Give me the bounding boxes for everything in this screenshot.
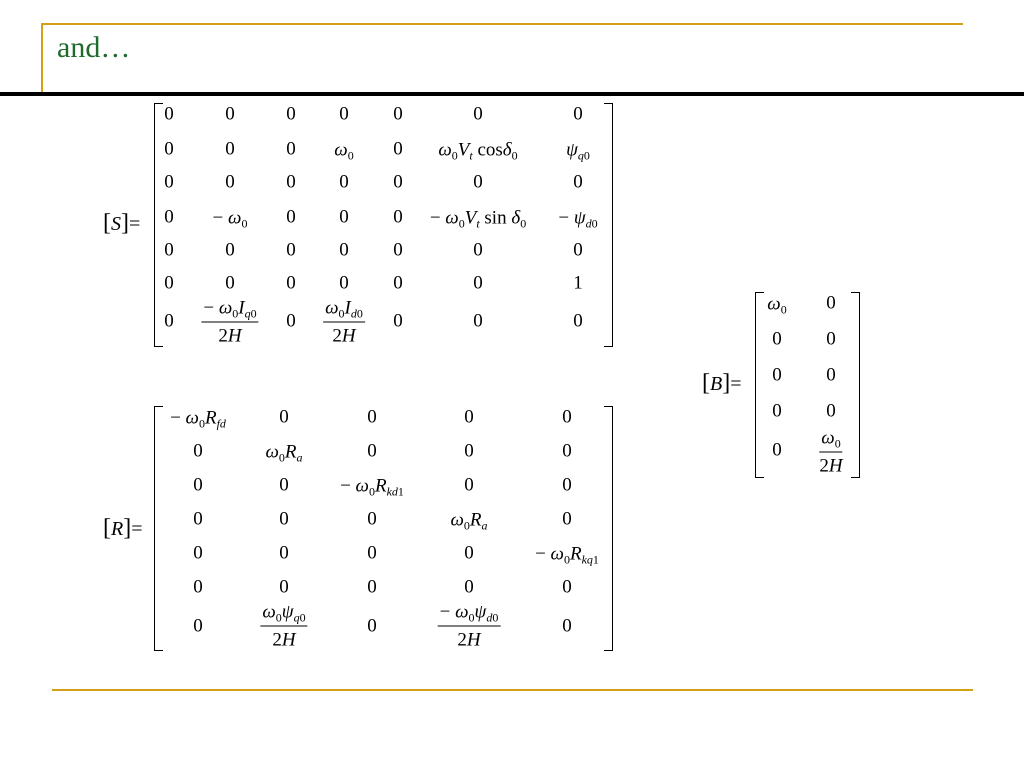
s-cell-4-3: 0 <box>339 239 349 261</box>
s-cell-4-4: 0 <box>393 239 403 261</box>
matrix-r-left-bracket <box>154 406 163 651</box>
s-cell-6-4: 0 <box>393 310 403 332</box>
matrix-s-right-bracket <box>604 103 613 347</box>
r-cell-6-3: $\frac{- \omega_0\psi_{d0}}{2H}$ <box>439 601 499 651</box>
r-cell-1-4: 0 <box>562 440 572 462</box>
s-cell-0-0: 0 <box>164 103 174 125</box>
s-cell-3-1: − $\omega_0$ <box>212 207 248 231</box>
s-cell-5-4: 0 <box>393 272 403 294</box>
s-cell-0-1: 0 <box>225 103 235 125</box>
r-cell-4-1: 0 <box>279 542 289 564</box>
matrix-r-lhs: [R]= <box>103 515 143 541</box>
s-cell-3-0: 0 <box>164 206 174 228</box>
matrix-r-equals: = <box>131 518 143 540</box>
s-cell-1-4: 0 <box>393 138 403 160</box>
matrix-b-left-bracket <box>755 292 764 478</box>
r-cell-0-1: 0 <box>279 406 289 428</box>
matrix-b-right-bracket <box>851 292 860 478</box>
r-cell-5-2: 0 <box>367 576 377 598</box>
r-cell-3-3: $\omega_0R_a$ <box>450 509 488 533</box>
s-cell-3-3: 0 <box>339 206 349 228</box>
r-cell-3-0: 0 <box>193 508 203 530</box>
footer-divider <box>52 689 973 691</box>
s-cell-4-5: 0 <box>473 239 483 261</box>
s-cell-2-0: 0 <box>164 171 174 193</box>
matrix-s-left-bracket <box>154 103 163 347</box>
r-cell-2-4: 0 <box>562 474 572 496</box>
r-cell-1-3: 0 <box>464 440 474 462</box>
r-cell-3-4: 0 <box>562 508 572 530</box>
slide-title: and… <box>57 31 131 64</box>
matrix-r-label: R <box>111 518 124 540</box>
s-cell-3-2: 0 <box>286 206 296 228</box>
b-cell-0-1: 0 <box>826 292 836 314</box>
s-cell-2-3: 0 <box>339 171 349 193</box>
top-accent-line <box>41 23 963 25</box>
s-cell-2-4: 0 <box>393 171 403 193</box>
s-cell-3-4: 0 <box>393 206 403 228</box>
s-cell-0-5: 0 <box>473 103 483 125</box>
s-cell-1-6: $\psi_{q0}$ <box>566 139 590 163</box>
s-cell-6-5: 0 <box>473 310 483 332</box>
r-cell-0-4: 0 <box>562 406 572 428</box>
s-cell-1-5: $\omega_0V_t$ cosδ$_0$ <box>438 139 518 163</box>
s-cell-6-1: $\frac{- \omega_0I_{q0}}{2H}$ <box>203 297 257 347</box>
s-cell-5-1: 0 <box>225 272 235 294</box>
b-cell-4-0: 0 <box>772 439 782 461</box>
s-cell-1-2: 0 <box>286 138 296 160</box>
s-cell-5-6: 1 <box>573 272 583 294</box>
r-cell-5-3: 0 <box>464 576 474 598</box>
r-cell-4-4: − $\omega_0R_{kq1}$ <box>535 543 599 567</box>
s-cell-6-2: 0 <box>286 310 296 332</box>
matrix-s-label: S <box>111 213 121 235</box>
matrix-s-lhs: [S]= <box>103 210 141 236</box>
title-accent-bar <box>41 23 43 93</box>
s-cell-4-0: 0 <box>164 239 174 261</box>
r-cell-5-4: 0 <box>562 576 572 598</box>
s-cell-2-1: 0 <box>225 171 235 193</box>
b-cell-1-0: 0 <box>772 328 782 350</box>
s-cell-0-6: 0 <box>573 103 583 125</box>
r-cell-5-1: 0 <box>279 576 289 598</box>
s-cell-3-5: − $\omega_0V_t$ $\sin \delta_0$ <box>429 207 527 231</box>
s-cell-6-6: 0 <box>573 310 583 332</box>
s-cell-4-6: 0 <box>573 239 583 261</box>
r-cell-1-0: 0 <box>193 440 203 462</box>
b-cell-3-0: 0 <box>772 400 782 422</box>
matrix-b-label: B <box>710 373 723 395</box>
s-cell-1-0: 0 <box>164 138 174 160</box>
s-cell-5-2: 0 <box>286 272 296 294</box>
b-cell-2-0: 0 <box>772 364 782 386</box>
s-cell-2-2: 0 <box>286 171 296 193</box>
matrix-s-equals: = <box>129 213 141 235</box>
title-divider <box>0 92 1024 96</box>
s-cell-6-3: $\frac{\omega_0I_{d0}}{2H}$ <box>325 297 363 347</box>
s-cell-1-3: $\omega_0$ <box>334 139 354 163</box>
r-cell-3-1: 0 <box>279 508 289 530</box>
r-cell-4-0: 0 <box>193 542 203 564</box>
r-cell-2-1: 0 <box>279 474 289 496</box>
r-cell-0-0: − $\omega_0R_{fd}$ <box>170 407 226 431</box>
r-cell-6-4: 0 <box>562 615 572 637</box>
b-cell-3-1: 0 <box>826 400 836 422</box>
s-cell-4-2: 0 <box>286 239 296 261</box>
matrix-b-lhs: [B]= <box>702 370 742 396</box>
s-cell-0-2: 0 <box>286 103 296 125</box>
r-cell-1-2: 0 <box>367 440 377 462</box>
b-cell-1-1: 0 <box>826 328 836 350</box>
r-cell-6-0: 0 <box>193 615 203 637</box>
matrix-b-equals: = <box>730 373 742 395</box>
b-cell-4-1: $\frac{\omega_0}{2H}$ <box>819 427 843 477</box>
s-cell-5-3: 0 <box>339 272 349 294</box>
s-cell-4-1: 0 <box>225 239 235 261</box>
r-cell-0-3: 0 <box>464 406 474 428</box>
r-cell-4-2: 0 <box>367 542 377 564</box>
s-cell-6-0: 0 <box>164 310 174 332</box>
r-cell-1-1: $\omega_0R_a$ <box>265 441 303 465</box>
s-cell-3-6: − $\psi_{d0}$ <box>558 207 598 231</box>
r-cell-0-2: 0 <box>367 406 377 428</box>
r-cell-4-3: 0 <box>464 542 474 564</box>
b-cell-0-0: $\omega_0$ <box>767 293 787 317</box>
s-cell-2-6: 0 <box>573 171 583 193</box>
s-cell-1-1: 0 <box>225 138 235 160</box>
s-cell-0-3: 0 <box>339 103 349 125</box>
r-cell-2-3: 0 <box>464 474 474 496</box>
s-cell-2-5: 0 <box>473 171 483 193</box>
r-cell-5-0: 0 <box>193 576 203 598</box>
matrix-r-right-bracket <box>604 406 613 651</box>
b-cell-2-1: 0 <box>826 364 836 386</box>
r-cell-6-1: $\frac{\omega_0\psi_{q0}}{2H}$ <box>262 601 306 651</box>
r-cell-6-2: 0 <box>367 615 377 637</box>
r-cell-2-2: − $\omega_0R_{kd1}$ <box>340 475 404 499</box>
s-cell-0-4: 0 <box>393 103 403 125</box>
s-cell-5-5: 0 <box>473 272 483 294</box>
r-cell-3-2: 0 <box>367 508 377 530</box>
s-cell-5-0: 0 <box>164 272 174 294</box>
r-cell-2-0: 0 <box>193 474 203 496</box>
